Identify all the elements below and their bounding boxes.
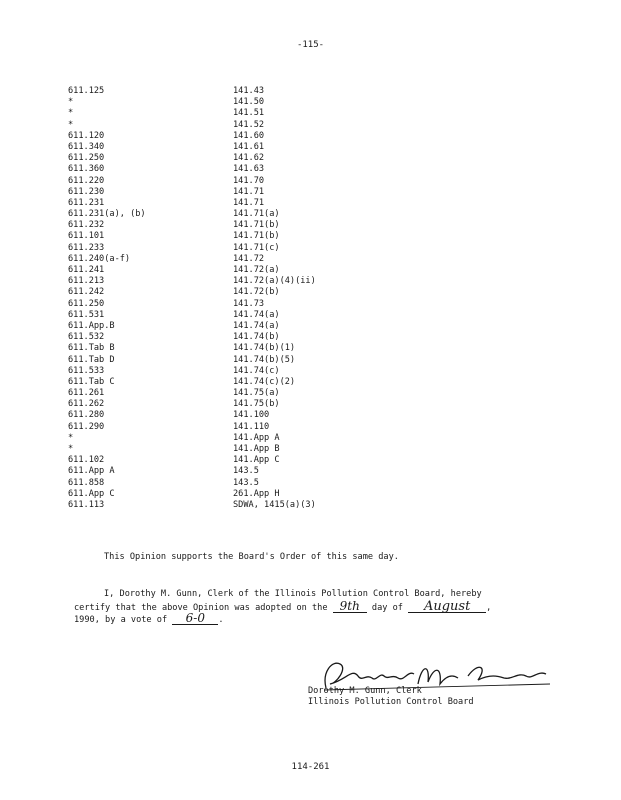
- table-row: [68, 455, 393, 466]
- certification-text-1: I, Dorothy M. Gunn, Clerk of the Illinois Pollution Control Board, hereby: [104, 589, 482, 599]
- federal-section-cell: 141.71: [233, 186, 265, 197]
- table-row: [68, 220, 393, 231]
- federal-section-cell: 141.71(c): [233, 242, 280, 253]
- certification-line-2: certify that the above Opinion was adopted on the 9th day of August ,: [74, 598, 492, 614]
- federal-section-cell: 141.75(a): [233, 388, 280, 399]
- state-section-cell: *: [68, 432, 74, 443]
- state-section-cell: *: [68, 97, 74, 108]
- federal-section-cell: 141.100: [233, 410, 270, 421]
- federal-section-cell: 141.61: [233, 141, 265, 152]
- federal-section-cell: 141.63: [233, 164, 265, 175]
- state-section-cell: 611.340: [68, 141, 105, 152]
- signer-block: [308, 686, 474, 708]
- federal-section-cell: 141.51: [233, 108, 265, 119]
- state-section-cell: 611.858: [68, 477, 105, 488]
- federal-section-cell: 141.62: [233, 153, 265, 164]
- table-row: [68, 410, 393, 421]
- state-section-cell: 611.102: [68, 455, 105, 466]
- state-section-cell: 611.230: [68, 186, 105, 197]
- state-section-cell: 611.531: [68, 309, 105, 320]
- table-row: [68, 86, 393, 97]
- state-section-cell: 611.232: [68, 220, 105, 231]
- table-row: [68, 142, 393, 153]
- federal-section-cell: 141.App C: [233, 455, 280, 466]
- federal-section-cell: 141.74(c): [233, 365, 280, 376]
- state-section-cell: 611.213: [68, 276, 105, 287]
- federal-section-cell: 261.App H: [233, 488, 280, 499]
- federal-section-cell: 141.74(a): [233, 309, 280, 320]
- table-row: [68, 164, 393, 175]
- table-row: [68, 343, 393, 354]
- table-row: [68, 399, 393, 410]
- federal-section-cell: 141.74(b)(5): [233, 354, 296, 365]
- federal-section-cell: 141.71: [233, 197, 265, 208]
- handwritten-vote: 6-0: [172, 613, 218, 625]
- regulation-correspondence-table: [68, 86, 393, 511]
- table-row: [68, 489, 393, 500]
- table-row: [68, 265, 393, 276]
- certification-text-2: certify that the above Opinion was adopted on the: [74, 602, 328, 613]
- table-row: [68, 377, 393, 388]
- table-row: [68, 209, 393, 220]
- table-row: [68, 108, 393, 119]
- federal-section-cell: 141.72(b): [233, 287, 280, 298]
- table-row: [68, 299, 393, 310]
- state-section-cell: 611.262: [68, 399, 105, 410]
- federal-section-cell: 141.43: [233, 86, 265, 96]
- federal-section-cell: 141.50: [233, 97, 265, 108]
- state-section-cell: 611.Tab C: [68, 376, 115, 387]
- table-row: [68, 97, 393, 108]
- state-section-cell: 611.360: [68, 164, 105, 175]
- table-row: [68, 120, 393, 131]
- table-row: [68, 321, 393, 332]
- table-row: [68, 366, 393, 377]
- federal-section-cell: 141.71(a): [233, 209, 280, 220]
- state-section-cell: 611.113: [68, 499, 105, 510]
- state-section-cell: *: [68, 119, 74, 130]
- certification-line-1: [74, 588, 554, 601]
- federal-section-cell: 141.52: [233, 119, 265, 130]
- federal-section-cell: 141.74(c)(2): [233, 376, 296, 387]
- state-section-cell: 611.533: [68, 365, 105, 376]
- federal-section-cell: 143.5: [233, 477, 259, 488]
- state-section-cell: 611.231: [68, 197, 105, 208]
- table-row: [68, 187, 393, 198]
- federal-section-cell: 141.75(b): [233, 399, 280, 410]
- table-row: [68, 243, 393, 254]
- state-section-cell: 611.125: [68, 86, 105, 96]
- federal-section-cell: 141.72: [233, 253, 265, 264]
- state-section-cell: 611.App A: [68, 466, 115, 477]
- federal-section-cell: 141.73: [233, 298, 265, 309]
- federal-section-cell: SDWA, 1415(a)(3): [233, 499, 316, 510]
- state-section-cell: 611.233: [68, 242, 105, 253]
- handwritten-month: August: [408, 601, 486, 613]
- federal-section-cell: 141.App A: [233, 432, 280, 443]
- table-row: [68, 131, 393, 142]
- table-row: [68, 433, 393, 444]
- table-row: [68, 287, 393, 298]
- table-row: [68, 310, 393, 321]
- table-row: [68, 355, 393, 366]
- table-row: [68, 153, 393, 164]
- state-section-cell: *: [68, 108, 74, 119]
- table-row: [68, 231, 393, 242]
- federal-section-cell: 141.70: [233, 175, 265, 186]
- state-section-cell: 611.290: [68, 421, 105, 432]
- table-row: [68, 466, 393, 477]
- table-row: [68, 500, 393, 511]
- state-section-cell: 611.220: [68, 175, 105, 186]
- table-row: [68, 444, 393, 455]
- certification-text-day-of: day of: [371, 602, 403, 613]
- state-section-cell: 611.101: [68, 231, 105, 242]
- state-section-cell: 611.261: [68, 388, 105, 399]
- table-row: [68, 254, 393, 265]
- state-section-cell: *: [68, 444, 74, 454]
- federal-section-cell: 141.74(a): [233, 320, 280, 331]
- federal-section-cell: 141.110: [233, 421, 270, 432]
- state-section-cell: 611.App C: [68, 488, 115, 499]
- federal-section-cell: 141.60: [233, 130, 265, 141]
- state-section-cell: 611.240(a-f): [68, 253, 131, 264]
- document-footer-number: 114-261: [291, 762, 330, 772]
- page-number: -115-: [296, 40, 325, 50]
- clerk-certification: [74, 588, 554, 626]
- state-section-cell: 611.250: [68, 153, 105, 164]
- table-row: [68, 198, 393, 209]
- federal-section-cell: 141.72(a): [233, 265, 280, 275]
- signer-title: Illinois Pollution Control Board: [308, 697, 474, 707]
- federal-section-cell: 143.5: [233, 466, 259, 477]
- federal-section-cell: 141.74(b): [233, 332, 280, 343]
- state-section-cell: 611.231(a), (b): [68, 209, 146, 220]
- table-row: [68, 422, 393, 433]
- certification-text-3: 1990, by a vote of: [74, 615, 168, 625]
- handwritten-day: 9th: [333, 601, 367, 613]
- state-section-cell: 611.Tab B: [68, 343, 115, 354]
- table-row: [68, 332, 393, 343]
- state-section-cell: 611.532: [68, 332, 105, 343]
- table-row: [68, 276, 393, 287]
- state-section-cell: 611.250: [68, 298, 105, 309]
- federal-section-cell: 141.App B: [233, 444, 280, 454]
- federal-section-cell: 141.71(b): [233, 220, 280, 231]
- table-row: [68, 388, 393, 399]
- state-section-cell: 611.App.B: [68, 320, 115, 331]
- support-statement: This Opinion supports the Board's Order of this same day.: [104, 552, 399, 562]
- state-section-cell: 611.Tab D: [68, 354, 115, 365]
- state-section-cell: 611.241: [68, 265, 105, 275]
- federal-section-cell: 141.72(a)(4)(ii): [233, 276, 316, 287]
- state-section-cell: 611.120: [68, 130, 105, 141]
- signer-name: Dorothy M. Gunn, Clerk: [308, 686, 422, 696]
- federal-section-cell: 141.71(b): [233, 231, 280, 242]
- state-section-cell: 611.280: [68, 410, 105, 421]
- certification-line-3: 1990, by a vote of 6-0 .: [74, 611, 224, 625]
- table-row: [68, 176, 393, 187]
- federal-section-cell: 141.74(b)(1): [233, 343, 296, 354]
- table-row: [68, 478, 393, 489]
- state-section-cell: 611.242: [68, 287, 105, 298]
